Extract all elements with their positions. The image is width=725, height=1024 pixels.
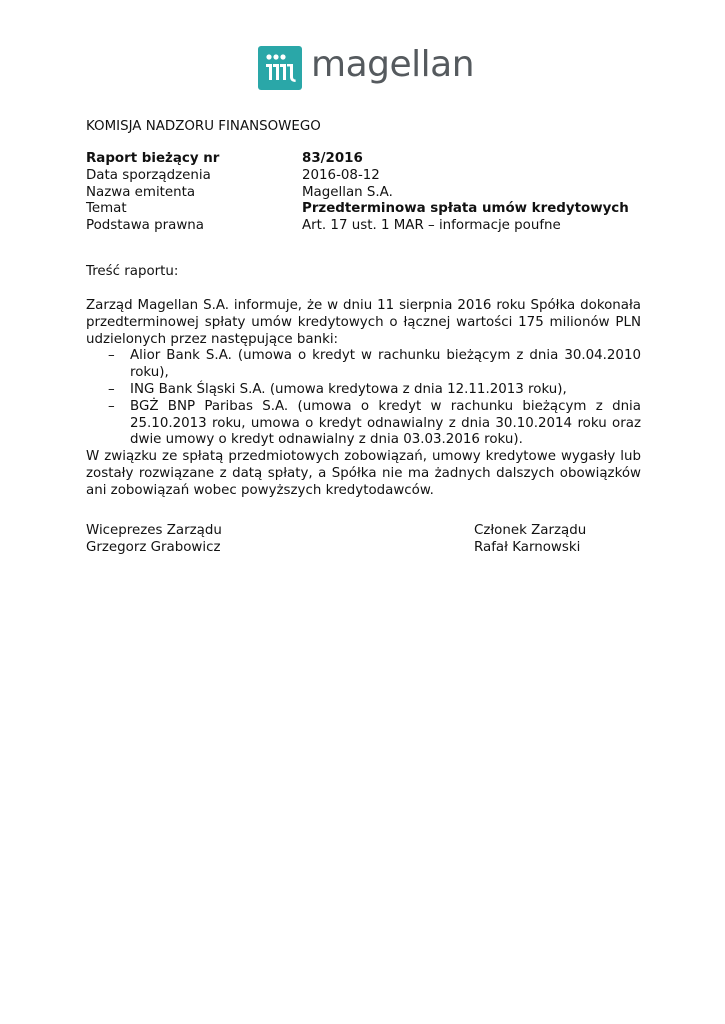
meta-row-subject — [86, 201, 629, 218]
signatory-name: Rafał Karnowski — [474, 539, 581, 555]
signatory-name: Grzegorz Grabowicz — [86, 539, 221, 555]
meta-label: Podstawa prawna — [86, 218, 204, 234]
meta-row-date — [86, 168, 629, 185]
bank-item-text: BGŻ BNP Paribas S.A. (umowa o kredyt w rachunku bieżącym z dnia 25.10.2013 roku, umowa o kredyt odnawialny z dnia 30.10.2014 roku oraz dwie umowy o kredyt odnawialny z dnia 03.03.2016 roku). — [130, 398, 641, 448]
bank-item-text: Alior Bank S.A. (umowa o kredyt w rachunku bieżącym z dnia 30.04.2010 roku), — [130, 348, 641, 381]
meta-value: 2016-08-12 — [302, 167, 380, 183]
meta-value: Magellan S.A. — [302, 184, 393, 200]
meta-value: Art. 17 ust. 1 MAR – informacje poufne — [302, 218, 561, 234]
meta-label: Temat — [86, 201, 127, 217]
list-item-bank — [86, 399, 641, 449]
meta-value: Przedterminowa spłata umów kredytowych — [302, 201, 629, 217]
signatory-title: Członek Zarządu — [474, 523, 587, 538]
signature-right — [474, 523, 586, 557]
company-logo — [258, 45, 474, 91]
magellan-logo-icon — [258, 46, 302, 90]
meta-value: 83/2016 — [302, 151, 363, 166]
signature-left — [86, 523, 222, 557]
meta-label: Nazwa emitenta — [86, 184, 196, 200]
meta-row-report-number — [86, 151, 629, 168]
list-item-bank — [86, 382, 641, 399]
report-meta — [86, 151, 629, 235]
meta-row-legal-basis — [86, 218, 629, 235]
meta-label: Raport bieżący nr — [86, 151, 220, 166]
meta-row-issuer — [86, 185, 629, 202]
signature-block — [86, 523, 646, 563]
bank-item-text: ING Bank Śląski S.A. (umowa kredytowa z dnia 12.11.2013 roku), — [130, 381, 567, 397]
content-intro-label: Treść raportu: — [86, 264, 179, 279]
list-item-bank — [86, 348, 641, 382]
bullet-dash: – — [108, 381, 115, 397]
paragraph-consequence: W związku ze spłatą przedmiotowych zobowiązań, umowy kredytowe wygasły lub zostały rozwiązane z datą spłaty, a Spółka nie ma żadnych dalszych obowiązków ani zobowiązań wobec powyższych kredytodawców. — [86, 449, 641, 498]
report-body — [86, 298, 641, 500]
bullet-dash: – — [108, 398, 115, 414]
meta-label: Data sporządzenia — [86, 167, 211, 183]
paragraph-announcement: Zarząd Magellan S.A. informuje, że w dniu 11 sierpnia 2016 roku Spółka dokonała przedterminowej spłaty umów kredytowych o łącznej wartości 175 milionów PLN udzielonych przez następujące banki: — [86, 298, 641, 347]
bank-list — [86, 348, 641, 449]
brand-name: magellan — [311, 44, 475, 85]
bullet-dash: – — [108, 348, 115, 364]
signatory-title: Wiceprezes Zarządu — [86, 523, 222, 538]
authority-heading: KOMISJA NADZORU FINANSOWEGO — [86, 119, 321, 134]
